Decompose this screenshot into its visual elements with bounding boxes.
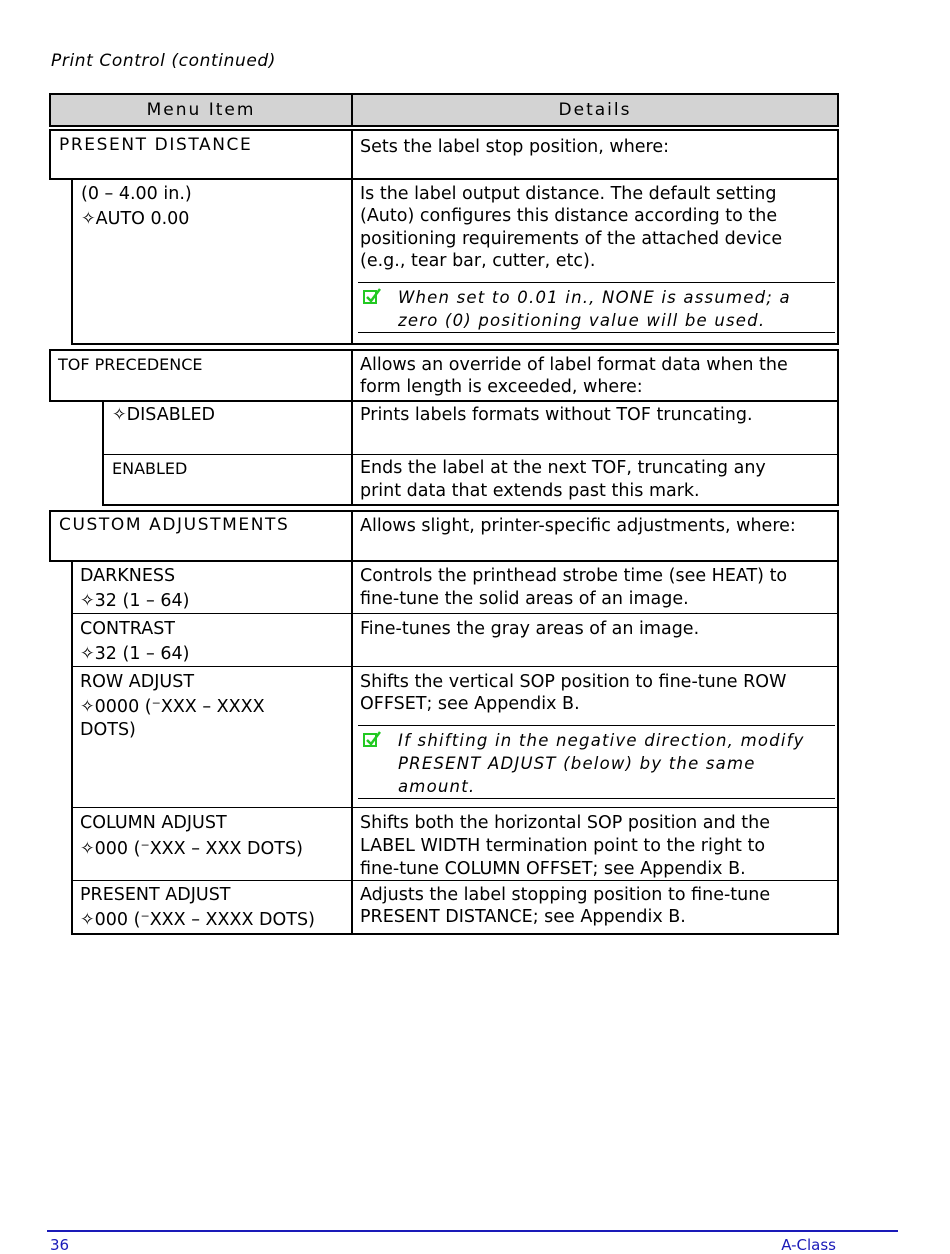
page-heading: Print Control (continued) xyxy=(51,51,277,71)
present-distance-detail-3: positioning requirements of the attached device xyxy=(360,229,783,249)
row-adjust-note-3: amount. xyxy=(398,777,476,796)
footer-product-name: A-Class xyxy=(781,1236,836,1254)
present-distance-detail-4: (e.g., tear bar, cutter, etc). xyxy=(360,251,596,271)
custom-adjustments-desc: Allows slight, printer-specific adjustments, where: xyxy=(360,516,796,536)
present-distance-desc: Sets the label stop position, where: xyxy=(360,137,670,157)
tof-disabled-label: ✧DISABLED xyxy=(112,405,215,425)
checkmark-icon xyxy=(363,290,377,304)
row-adjust-desc-2: OFFSET; see Appendix B. xyxy=(360,694,580,714)
row-adjust-value-2: DOTS) xyxy=(80,720,136,740)
darkness-desc-2: fine-tune the solid areas of an image. xyxy=(360,589,689,609)
tof-enabled-label: ENABLED xyxy=(112,459,188,478)
column-adjust-desc-1: Shifts both the horizontal SOP position and the xyxy=(360,813,771,833)
darkness-desc-1: Controls the printhead strobe time (see HEAT) to xyxy=(360,566,788,586)
column-adjust-desc-3: fine-tune COLUMN OFFSET; see Appendix B. xyxy=(360,859,746,879)
tof-disabled-desc: Prints labels formats without TOF truncating. xyxy=(360,405,753,425)
tof-precedence-desc-2: form length is exceeded, where: xyxy=(360,377,643,397)
column-header-menu-item: Menu Item xyxy=(49,93,353,127)
darkness-value: ✧32 (1 – 64) xyxy=(80,591,190,611)
present-distance-detail-1: Is the label output distance. The default setting xyxy=(360,184,777,204)
column-adjust-name: COLUMN ADJUST xyxy=(80,813,227,833)
tof-enabled-desc-1: Ends the label at the next TOF, truncating any xyxy=(360,458,766,478)
present-distance-default: ✧AUTO 0.00 xyxy=(81,209,190,229)
row-adjust-note-1: If shifting in the negative direction, modify xyxy=(398,731,805,750)
present-distance-detail-2: (Auto) configures this distance according to the xyxy=(360,206,778,226)
footer-page-number: 36 xyxy=(50,1236,70,1254)
present-distance-range: (0 – 4.00 in.) xyxy=(81,184,192,204)
darkness-name: DARKNESS xyxy=(80,566,176,586)
present-adjust-value: ✧000 (⁻XXX – XXXX DOTS) xyxy=(80,910,315,930)
row-adjust-desc-1: Shifts the vertical SOP position to fine-tune ROW xyxy=(360,672,787,692)
present-adjust-desc-1: Adjusts the label stopping position to fine-tune xyxy=(360,885,771,905)
contrast-desc: Fine-tunes the gray areas of an image. xyxy=(360,619,700,639)
tof-precedence-name: TOF PRECEDENCE xyxy=(58,355,203,374)
column-header-details: Details xyxy=(351,93,839,127)
present-distance-name: PRESENT DISTANCE xyxy=(59,135,253,155)
present-distance-note-2: zero (0) positioning value will be used. xyxy=(398,311,766,330)
column-adjust-value: ✧000 (⁻XXX – XXX DOTS) xyxy=(80,839,303,859)
row-adjust-name: ROW ADJUST xyxy=(80,672,195,692)
tof-precedence-desc-1: Allows an override of label format data when the xyxy=(360,355,788,375)
column-adjust-desc-2: LABEL WIDTH termination point to the right to xyxy=(360,836,766,856)
present-distance-note-1: When set to 0.01 in., NONE is assumed; a xyxy=(398,288,791,307)
contrast-name: CONTRAST xyxy=(80,619,175,639)
row-adjust-value-1: ✧0000 (⁻XXX – XXXX xyxy=(80,697,265,717)
custom-adjustments-name: CUSTOM ADJUSTMENTS xyxy=(59,515,290,535)
present-adjust-name: PRESENT ADJUST xyxy=(80,885,231,905)
footer-rule xyxy=(47,1230,898,1232)
tof-enabled-desc-2: print data that extends past this mark. xyxy=(360,481,700,501)
present-adjust-desc-2: PRESENT DISTANCE; see Appendix B. xyxy=(360,907,686,927)
contrast-value: ✧32 (1 – 64) xyxy=(80,644,190,664)
checkmark-icon xyxy=(363,733,377,747)
row-adjust-note-2: PRESENT ADJUST (below) by the same xyxy=(398,754,756,773)
